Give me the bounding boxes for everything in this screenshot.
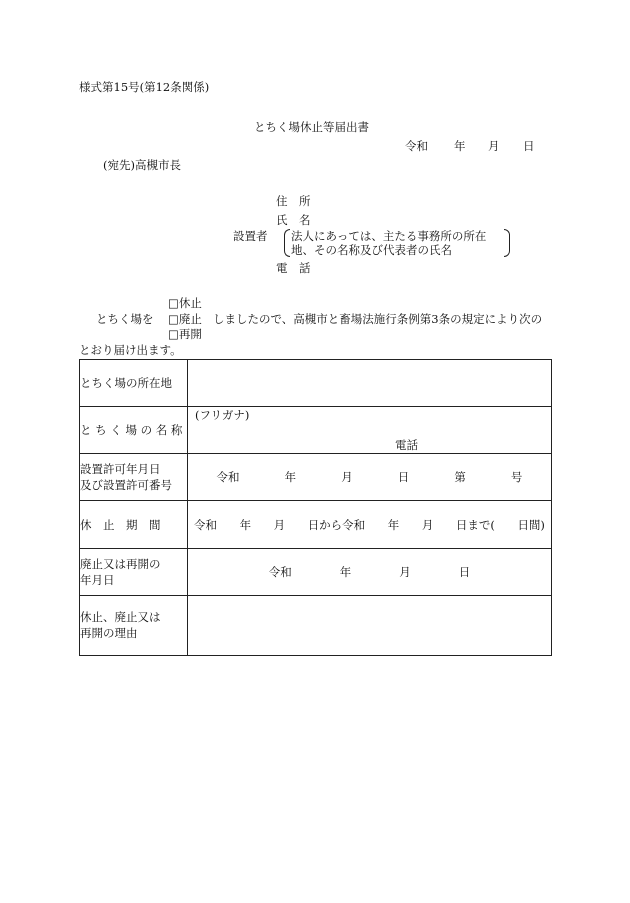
table-row xyxy=(80,595,552,655)
addressee: (宛先)高槻市長 xyxy=(103,158,181,172)
facility-name-field[interactable] xyxy=(188,407,552,454)
date-month: 月 xyxy=(488,139,500,153)
permit-day: 日 xyxy=(397,470,410,485)
period-month: 月 xyxy=(273,517,286,532)
date-day: 日 xyxy=(523,139,535,153)
period-days: 日間) xyxy=(517,517,545,532)
notification-table xyxy=(79,359,552,656)
period-from: 日から令和 xyxy=(307,517,366,532)
suspension-period-field[interactable] xyxy=(188,501,552,548)
phone-label: 電 話 xyxy=(276,261,311,275)
option-suspend[interactable]: □休止 xyxy=(168,296,202,310)
date-year: 年 xyxy=(454,139,466,153)
bracket-left xyxy=(284,229,290,257)
permit-month: 月 xyxy=(341,470,353,485)
document-title: とちく場休止等届出書 xyxy=(254,120,369,134)
corporate-note-line1: 法人にあっては、主たる事務所の所在 xyxy=(291,229,487,243)
installer-label: 設置者 xyxy=(233,229,268,243)
location-label: とちく場の所在地 xyxy=(80,360,188,407)
period-end-month: 月 xyxy=(421,517,434,532)
corporate-note-line2: 地、その名称及び代表者の氏名 xyxy=(291,243,452,257)
statement-subject: とちく場を xyxy=(96,312,154,326)
abolish-reopen-date-field[interactable] xyxy=(188,548,552,595)
table-row xyxy=(80,501,552,548)
period-year: 年 xyxy=(239,517,252,532)
date-era: 令和 xyxy=(405,139,428,153)
phone-sublabel: 電話 xyxy=(395,438,418,453)
facility-name-label: と ち く 場 の 名 称 xyxy=(80,407,188,454)
option-abolish[interactable]: □廃止 xyxy=(168,312,202,326)
table-row xyxy=(80,548,552,595)
suspension-period-label: 休 止 期 間 xyxy=(80,501,188,548)
statement-line1: しましたので、高槻市と畜場法施行条例第3条の規定により次の xyxy=(213,312,543,326)
furigana-label: (フリガナ) xyxy=(195,408,250,423)
table-row xyxy=(80,360,552,407)
permit-era: 令和 xyxy=(216,470,240,485)
permit-no-suffix: 号 xyxy=(510,470,523,485)
period-end-year: 年 xyxy=(387,517,400,532)
option-reopen[interactable]: □再開 xyxy=(168,327,202,341)
permit-field[interactable] xyxy=(188,454,552,501)
period-era: 令和 xyxy=(194,517,217,532)
location-field[interactable] xyxy=(188,360,552,407)
date-era-cell: 令和 xyxy=(268,564,292,579)
period-until: 日まで( xyxy=(455,517,495,532)
statement-line2: とおり届け出ます。 xyxy=(79,343,182,357)
form-number: 様式第15号(第12条関係) xyxy=(79,80,210,94)
table-row xyxy=(80,407,552,454)
table-row xyxy=(80,454,552,501)
bracket-right xyxy=(504,229,510,257)
address-label: 住 所 xyxy=(276,194,311,208)
permit-year: 年 xyxy=(284,470,297,485)
reason-label: 休止、廃止又は 再開の理由 xyxy=(80,595,188,655)
reason-field[interactable] xyxy=(188,595,552,655)
name-label: 氏 名 xyxy=(276,213,311,227)
permit-no-prefix: 第 xyxy=(454,470,466,485)
date-year-cell: 年 xyxy=(339,564,352,579)
permit-label: 設置許可年月日 及び設置許可番号 xyxy=(80,454,188,501)
date-month-cell: 月 xyxy=(399,564,411,579)
abolish-reopen-date-label: 廃止又は再開の 年月日 xyxy=(80,548,188,595)
date-day-cell: 日 xyxy=(458,564,471,579)
